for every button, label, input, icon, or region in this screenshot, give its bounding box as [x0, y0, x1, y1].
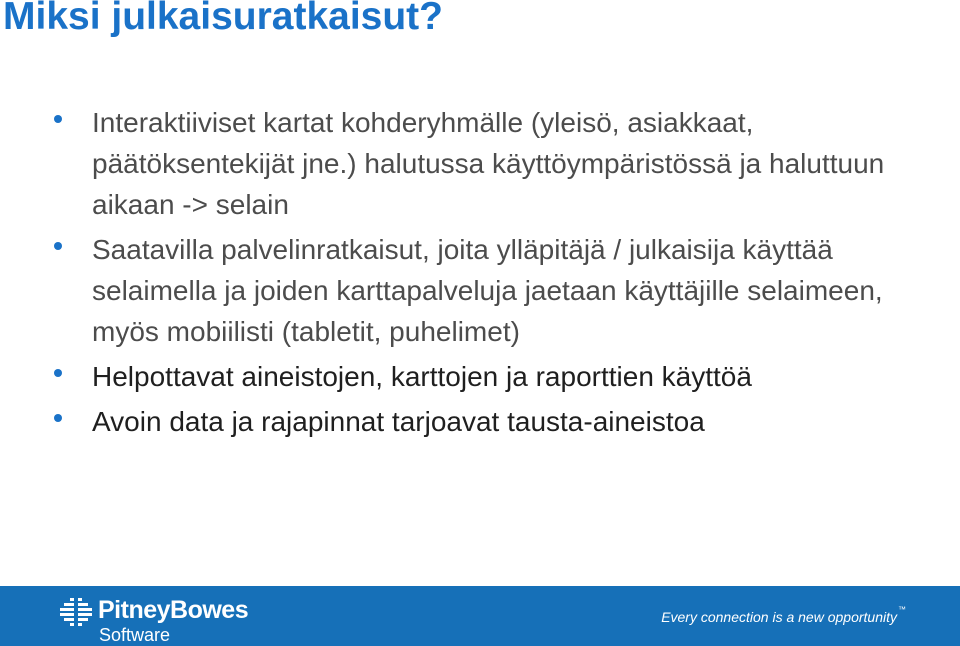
bullet-dot-icon [54, 115, 62, 123]
logo-name: PitneyBowes [98, 596, 249, 624]
bullet-item [92, 102, 952, 225]
bullet-list [92, 102, 952, 446]
bullet-item [92, 229, 952, 352]
bullet-dot-icon [54, 369, 62, 377]
bullet-text: Avoin data ja rajapinnat tarjoavat tausta-aineistoa [92, 406, 705, 437]
bullet-text: Helpottavat aineistojen, karttojen ja raporttien käyttöä [92, 361, 752, 392]
tagline [661, 605, 906, 625]
trademark-mark: ™ [898, 605, 906, 614]
bullet-item [92, 401, 952, 442]
bullet-dot-icon [54, 242, 62, 250]
bullet-text: Interaktiiviset kartat kohderyhmälle (yleisö, asiakkaat, päätöksentekijät jne.) halutussa käyttöympäristössä ja haluttuun aikaan -> selain [92, 107, 885, 220]
pitney-bowes-logo [60, 594, 320, 644]
logo-sub: Software [99, 625, 171, 645]
slide-title: Miksi julkaisuratkaisut? [3, 0, 443, 38]
bullet-dot-icon [54, 414, 62, 422]
pitney-bowes-mark-icon [60, 598, 92, 628]
tagline-text: Every connection is a new opportunity [661, 609, 897, 625]
footer-bar [0, 586, 960, 646]
bullet-item [92, 356, 952, 397]
bullet-text: Saatavilla palvelinratkaisut, joita ylläpitäjä / julkaisija käyttää selaimella ja joiden karttapalveluja jaetaan käyttäjille selaimeen, myös mobiilisti (tabletit, puhelimet) [92, 234, 883, 347]
